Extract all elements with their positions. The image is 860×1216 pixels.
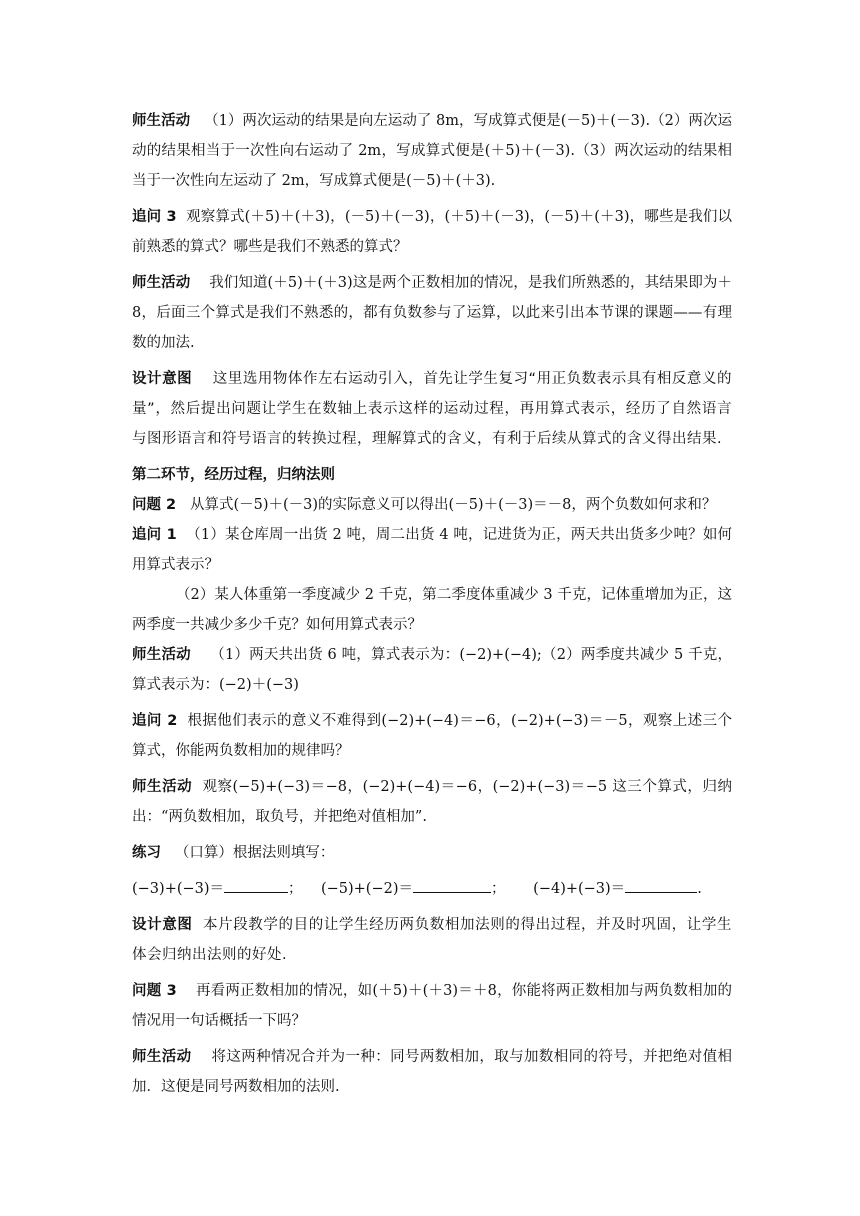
- document-body: [132, 106, 732, 1102]
- exercise-line: [132, 874, 732, 904]
- answer-blank-3[interactable]: [625, 876, 697, 893]
- exercise-expression-2: (−5)+(−2)＝: [320, 881, 413, 897]
- label-exercise: 练习: [132, 845, 161, 861]
- paragraph-teacher-activity-3: [132, 640, 732, 700]
- paragraph-text: 再看两正数相加的情况，如(＋5)＋(＋3)＝＋8，你能将两正数相加与两负数相加的情况用一句话概括一下吗？: [132, 983, 733, 1029]
- label-teacher-student-activity: 师生活动: [132, 113, 191, 129]
- paragraph-question-3: [132, 976, 732, 1036]
- paragraph-text: 根据他们表示的意义不难得到(−2)+(−4)＝−6，(−2)+(−3)＝－5，观察上述三个算式，你能两负数相加的规律吗？: [132, 713, 733, 759]
- answer-blank-1[interactable]: [224, 876, 288, 893]
- label-question-2: 问题 2: [132, 497, 177, 513]
- paragraph-text: 观察(−5)+(−3)＝−8，(−2)+(−4)＝−6，(−2)+(−3)＝−5 这三个算式，归纳出：“两负数相加，取负号，并把绝对值相加”.: [132, 779, 732, 825]
- paragraph-follow-up-1: [132, 520, 732, 580]
- paragraph-teacher-activity-2: [132, 268, 732, 358]
- paragraph-follow-up-1-part-2: （2）某人体重第一季度减少 2 千克，第二季度体重减少 3 千克，记体重增加为正，这两季度一共减少多少千克？如何用算式表示？: [132, 587, 732, 633]
- answer-blank-2[interactable]: [413, 876, 491, 893]
- label-follow-up-3: 追问 3: [132, 209, 177, 225]
- paragraph-text: （1）两天共出货 6 吨，算式表示为：(−2)+(−4);（2）两季度共减少 5 千克，算式表示为：(−2)＋(−3): [132, 647, 733, 693]
- exercise-expression-1: (−3)+(−3)＝: [132, 881, 225, 897]
- label-design-intent: 设计意图: [132, 371, 193, 387]
- paragraph-follow-up-3: [132, 202, 732, 262]
- paragraph-text: 观察算式(＋5)＋(＋3)，(－5)＋(－3)，(＋5)＋(－3)，(－5)＋(＋3)，哪些是我们以前熟悉的算式？哪些是我们不熟悉的算式？: [132, 209, 733, 255]
- label-teacher-student-activity: 师生活动: [132, 1049, 192, 1065]
- end-mark: .: [697, 881, 702, 897]
- paragraph-teacher-activity-1: [132, 106, 732, 196]
- paragraph-text: 我们知道(＋5)＋(＋3)这是两个正数相加的情况，是我们所熟悉的，其结果即为＋8，后面三个算式是我们不熟悉的，都有负数参与了运算，以此来引出本节课的课题——有理数的加法.: [132, 275, 733, 351]
- label-question-3: 问题 3: [132, 983, 177, 999]
- separator: ；: [288, 881, 303, 897]
- label-teacher-student-activity: 师生活动: [132, 275, 191, 291]
- paragraph-text: （1）某仓库周一出货 2 吨，周二出货 4 吨，记进货为正，两天共出货多少吨？如何用算式表示？: [132, 527, 733, 573]
- paragraph-text: 本片段教学的目的让学生经历两负数相加法则的得出过程，并及时巩固，让学生体会归纳出法则的好处.: [132, 917, 733, 963]
- separator: ；: [491, 881, 506, 897]
- paragraph-exercise: [132, 838, 732, 868]
- paragraph-design-intent-2: [132, 910, 732, 970]
- label-design-intent: 设计意图: [132, 917, 193, 933]
- paragraph-question-2: [132, 490, 732, 520]
- exercise-expression-3: (−4)+(−3)＝: [533, 881, 626, 897]
- paragraph-follow-up-2: [132, 706, 732, 766]
- label-teacher-student-activity: 师生活动: [132, 779, 193, 795]
- paragraph-teacher-activity-5: [132, 1042, 732, 1102]
- paragraph-text: （口算）根据法则填写：: [174, 845, 335, 861]
- paragraph-design-intent-1: [132, 364, 732, 454]
- paragraph-text: 这里选用物体作左右运动引入，首先让学生复习“用正负数表示具有相反意义的量”，然后提出问题让学生在数轴上表示这样的运动过程，再用算式表示，经历了自然语言与图形语言和符号语言的转换过程，理解算式的含义，有利于后续从算式的含义得出结果.: [132, 371, 733, 447]
- label-teacher-student-activity: 师生活动: [132, 647, 191, 663]
- label-follow-up-2: 追问 2: [132, 713, 178, 729]
- paragraph-text: （1）两次运动的结果是向左运动了 8m，写成算式便是(－5)＋(－3).（2）两次运动的结果相当于一次性向右运动了 2m，写成算式便是(＋5)＋(－3).（3）两次运动的结果相当于一次性向左运动了 2m，写成算式便是(－5)＋(＋3).: [132, 113, 732, 189]
- paragraph-teacher-activity-4: [132, 772, 732, 832]
- paragraph-text: 从算式(－5)＋(－3)的实际意义可以得出(－5)＋(－3)＝－8，两个负数如何求和？: [189, 497, 717, 513]
- paragraph-text: 将这两种情况合并为一种：同号两数相加，取与加数相同的符号，并把绝对值相加．这便是同号两数相加的法则.: [132, 1049, 732, 1095]
- section-title: 第二环节，经历过程，归纳法则: [132, 467, 335, 483]
- label-follow-up-1: 追问 1: [132, 527, 177, 543]
